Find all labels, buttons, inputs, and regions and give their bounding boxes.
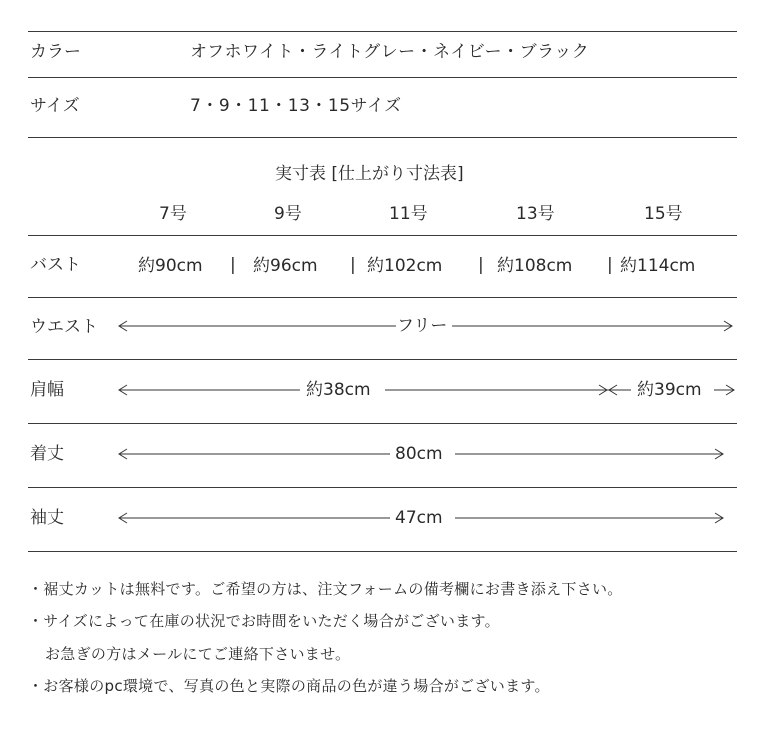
size-header-13: 13号 <box>516 204 555 224</box>
shoulder-value-1: 約38cm <box>306 380 371 400</box>
divider <box>28 359 737 360</box>
shoulder-arrow-mid <box>385 383 631 397</box>
divider <box>28 77 737 78</box>
divider <box>28 487 737 488</box>
shoulder-value-2: 約39cm <box>637 380 702 400</box>
size-value: 7・9・11・13・15サイズ <box>190 96 402 116</box>
divider <box>28 551 737 552</box>
size-header-15: 15号 <box>644 204 683 224</box>
length-label: 着丈 <box>30 444 64 464</box>
bust-value-9: 約96cm <box>253 256 318 276</box>
divider <box>28 137 737 138</box>
bust-separator: | <box>478 255 484 275</box>
size-label: サイズ <box>30 96 80 116</box>
sleeve-value: 47cm <box>395 508 443 528</box>
bust-separator: | <box>230 255 236 275</box>
sleeve-label: 袖丈 <box>30 508 64 528</box>
note-stock-delay: ・サイズによって在庫の状況でお時間をいただく場合がございます。 <box>28 612 500 630</box>
length-arrow-right <box>455 447 725 461</box>
bust-separator: | <box>350 255 356 275</box>
table-caption: 実寸表 [仕上がり寸法表] <box>275 164 464 184</box>
size-header-11: 11号 <box>389 204 428 224</box>
waist-arrow-right <box>452 319 734 333</box>
bust-value-15: 約114cm <box>620 256 696 276</box>
bust-value-11: 約102cm <box>367 256 443 276</box>
length-value: 80cm <box>395 444 443 464</box>
divider <box>28 31 737 32</box>
sleeve-arrow-right <box>455 511 725 525</box>
waist-label: ウエスト <box>30 317 98 337</box>
size-header-9: 9号 <box>274 204 302 224</box>
size-header-7: 7号 <box>159 204 187 224</box>
note-hem-cut: ・裾丈カットは無料です。ご希望の方は、注文フォームの備考欄にお書き添え下さい。 <box>28 580 623 598</box>
divider <box>28 235 737 236</box>
bust-separator: | <box>607 255 613 275</box>
shoulder-label: 肩幅 <box>30 380 64 400</box>
bust-value-13: 約108cm <box>497 256 573 276</box>
length-arrow-left <box>118 447 390 461</box>
bust-label: バスト <box>30 255 81 275</box>
note-urgent-contact: お急ぎの方はメールにてご連絡下さいませ。 <box>45 645 351 663</box>
sleeve-arrow-left <box>118 511 390 525</box>
shoulder-arrow-right <box>714 383 736 397</box>
waist-value: フリー <box>397 316 448 336</box>
shoulder-arrow-left <box>118 383 300 397</box>
divider <box>28 423 737 424</box>
color-value: オフホワイト・ライトグレー・ネイビー・ブラック <box>190 42 590 62</box>
waist-arrow-left <box>118 319 396 333</box>
bust-value-7: 約90cm <box>138 256 203 276</box>
divider <box>28 297 737 298</box>
color-label: カラー <box>30 42 81 62</box>
note-color-difference: ・お客様のpc環境で、写真の色と実際の商品の色が違う場合がございます。 <box>28 677 550 695</box>
